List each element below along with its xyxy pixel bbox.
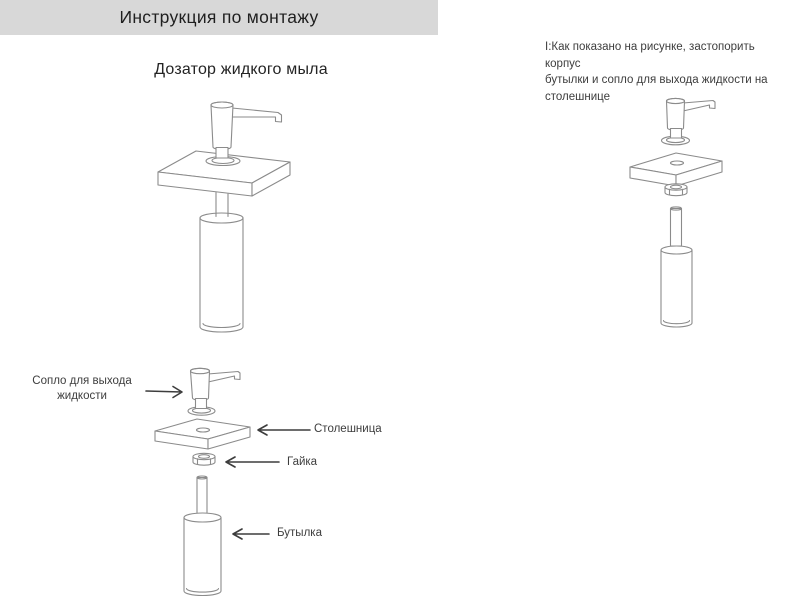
pump-head	[667, 98, 685, 138]
countertop-label: Столешница	[314, 423, 382, 435]
nozzle-label	[24, 374, 140, 404]
countertop-arrow	[258, 425, 310, 435]
nozzle-label-line-2: жидкости	[57, 390, 107, 402]
mounting-nut	[665, 184, 687, 196]
step1-line-2: бутылки и сопло для выхода жидкости на	[545, 74, 768, 86]
pump-head	[211, 102, 233, 158]
product-title: Дозатор жидкого мыла	[154, 61, 328, 78]
bottle	[661, 246, 692, 327]
nozzle-label-line-1: Сопло для выхода	[32, 375, 132, 387]
nut-arrow	[226, 457, 279, 467]
assembled-dispenser-drawing	[140, 90, 350, 350]
step1-line-1: I:Как показано на рисунке, застопорить корпус	[545, 41, 755, 70]
pump-spout	[683, 101, 715, 112]
step1-line-3: столешнице	[545, 90, 610, 103]
bottle-neck	[671, 207, 682, 246]
header-bar	[0, 0, 438, 35]
pump-spout	[232, 108, 282, 122]
bottle-arrow	[233, 529, 269, 539]
bottle	[200, 213, 243, 332]
nut-label: Гайка	[287, 456, 318, 468]
bottle-label: Бутылка	[277, 527, 322, 539]
step1-exploded-drawing	[618, 88, 785, 338]
countertop-plate	[630, 153, 722, 186]
nozzle-arrow	[146, 387, 182, 398]
page-title: Инструкция по монтажу	[119, 7, 319, 27]
